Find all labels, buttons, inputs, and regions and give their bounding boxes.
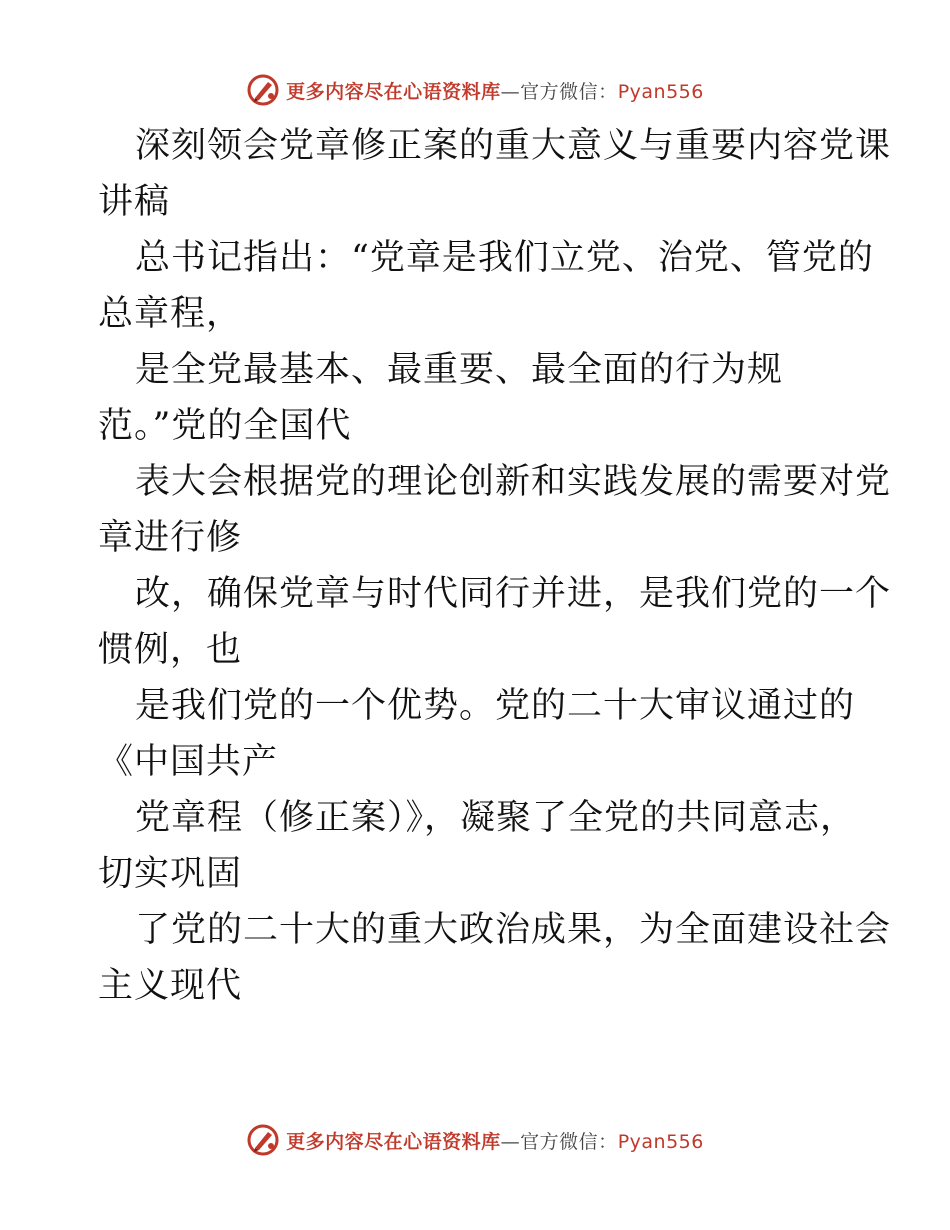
document-line: 深刻领会党章修正案的重大意义与重要内容党课 bbox=[135, 126, 892, 166]
watermark-header bbox=[0, 70, 950, 110]
document-line: 讲稿 bbox=[98, 182, 171, 222]
watermark-wechat-label: 官方微信： bbox=[520, 1130, 618, 1153]
document-line: 《中国共产 bbox=[98, 742, 279, 782]
watermark-text bbox=[286, 1127, 704, 1154]
document-line: 是全党最基本、最重要、最全面的行为规 bbox=[135, 350, 784, 390]
quill-pen-logo-icon bbox=[246, 73, 280, 107]
document-line: 切实巩固 bbox=[98, 854, 243, 894]
watermark-wechat-id: Pyan556 bbox=[617, 1130, 704, 1153]
watermark-site-text: 更多内容尽在心语资料库 bbox=[286, 1130, 501, 1153]
watermark-content bbox=[246, 73, 704, 107]
document-body bbox=[98, 118, 892, 1014]
document-line: 章进行修 bbox=[98, 518, 243, 558]
document-line: 党章程（修正案）》，凝聚了全党的共同意志， bbox=[135, 798, 857, 838]
document-line: 范。”党的全国代 bbox=[98, 406, 352, 446]
watermark-text bbox=[286, 77, 704, 104]
document-line: 惯例，也 bbox=[98, 630, 243, 670]
document-line: 表大会根据党的理论创新和实践发展的需要对党 bbox=[135, 462, 892, 502]
watermark-footer bbox=[0, 1120, 950, 1160]
document-line: 主义现代 bbox=[98, 966, 243, 1006]
watermark-content bbox=[246, 1123, 704, 1157]
watermark-separator: — bbox=[500, 1130, 521, 1153]
watermark-wechat-id: Pyan556 bbox=[617, 80, 704, 103]
document-line: 了党的二十大的重大政治成果，为全面建设社会 bbox=[135, 910, 892, 950]
document-line: 总书记指出：“党章是我们立党、治党、管党的 bbox=[135, 238, 874, 278]
watermark-site-text: 更多内容尽在心语资料库 bbox=[286, 80, 501, 103]
document-line: 改，确保党章与时代同行并进，是我们党的一个 bbox=[135, 574, 892, 614]
document-line: 总章程， bbox=[98, 294, 243, 334]
watermark-separator: — bbox=[500, 80, 521, 103]
document-line: 是我们党的一个优势。党的二十大审议通过的 bbox=[135, 686, 856, 726]
watermark-wechat-label: 官方微信： bbox=[520, 80, 618, 103]
quill-pen-logo-icon bbox=[246, 1123, 280, 1157]
